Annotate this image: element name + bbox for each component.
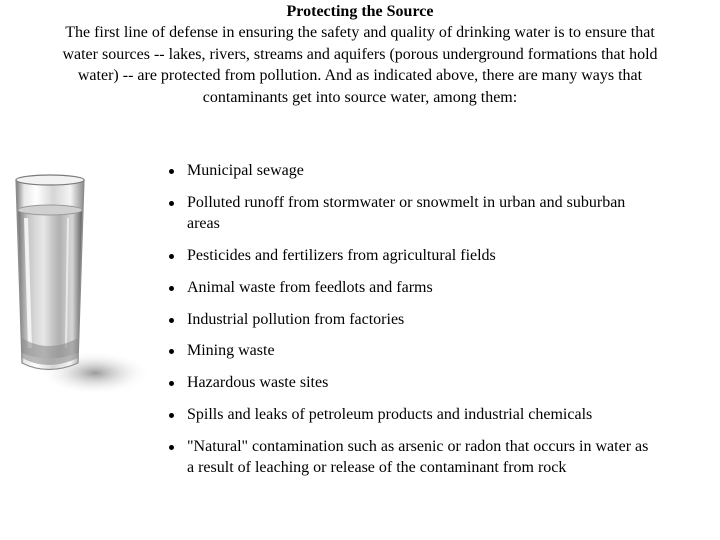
list-item: Polluted runoff from stormwater or snowmelt in urban and suburban areas [168, 192, 658, 235]
bullet-icon [169, 445, 174, 450]
list-item: Municipal sewage [168, 160, 658, 182]
bullet-icon [169, 318, 174, 323]
bullet-icon [169, 286, 174, 291]
list-item: Industrial pollution from factories [168, 309, 658, 331]
bullet-icon [169, 381, 174, 386]
list-item: Animal waste from feedlots and farms [168, 277, 658, 299]
list-item: Mining waste [168, 340, 658, 362]
glass-of-water-icon [0, 158, 150, 518]
contamination-sources-list [168, 160, 658, 489]
list-item: Spills and leaks of petroleum products and industrial chemicals [168, 404, 658, 426]
page-title: Protecting the Source [286, 3, 434, 20]
bullet-icon [169, 201, 174, 206]
list-item: Hazardous waste sites [168, 372, 658, 394]
bullet-icon [169, 413, 174, 418]
bullet-icon [169, 254, 174, 259]
list-item: Pesticides and fertilizers from agricultural fields [168, 245, 658, 267]
bullet-icon [169, 169, 174, 174]
list-item: "Natural" contamination such as arsenic or radon that occurs in water as a result of leaching or release of the contaminant from rock [168, 436, 658, 479]
bullet-icon [169, 349, 174, 354]
intro-paragraph: The first line of defense in ensuring the safety and quality of drinking water is to ensure that water sources -- lakes, rivers, streams and aquifers (porous underground formations that hold water) -- are protected from pollution. And as indicated above, there are many ways that contaminants get into source water, among them: [62, 24, 658, 106]
